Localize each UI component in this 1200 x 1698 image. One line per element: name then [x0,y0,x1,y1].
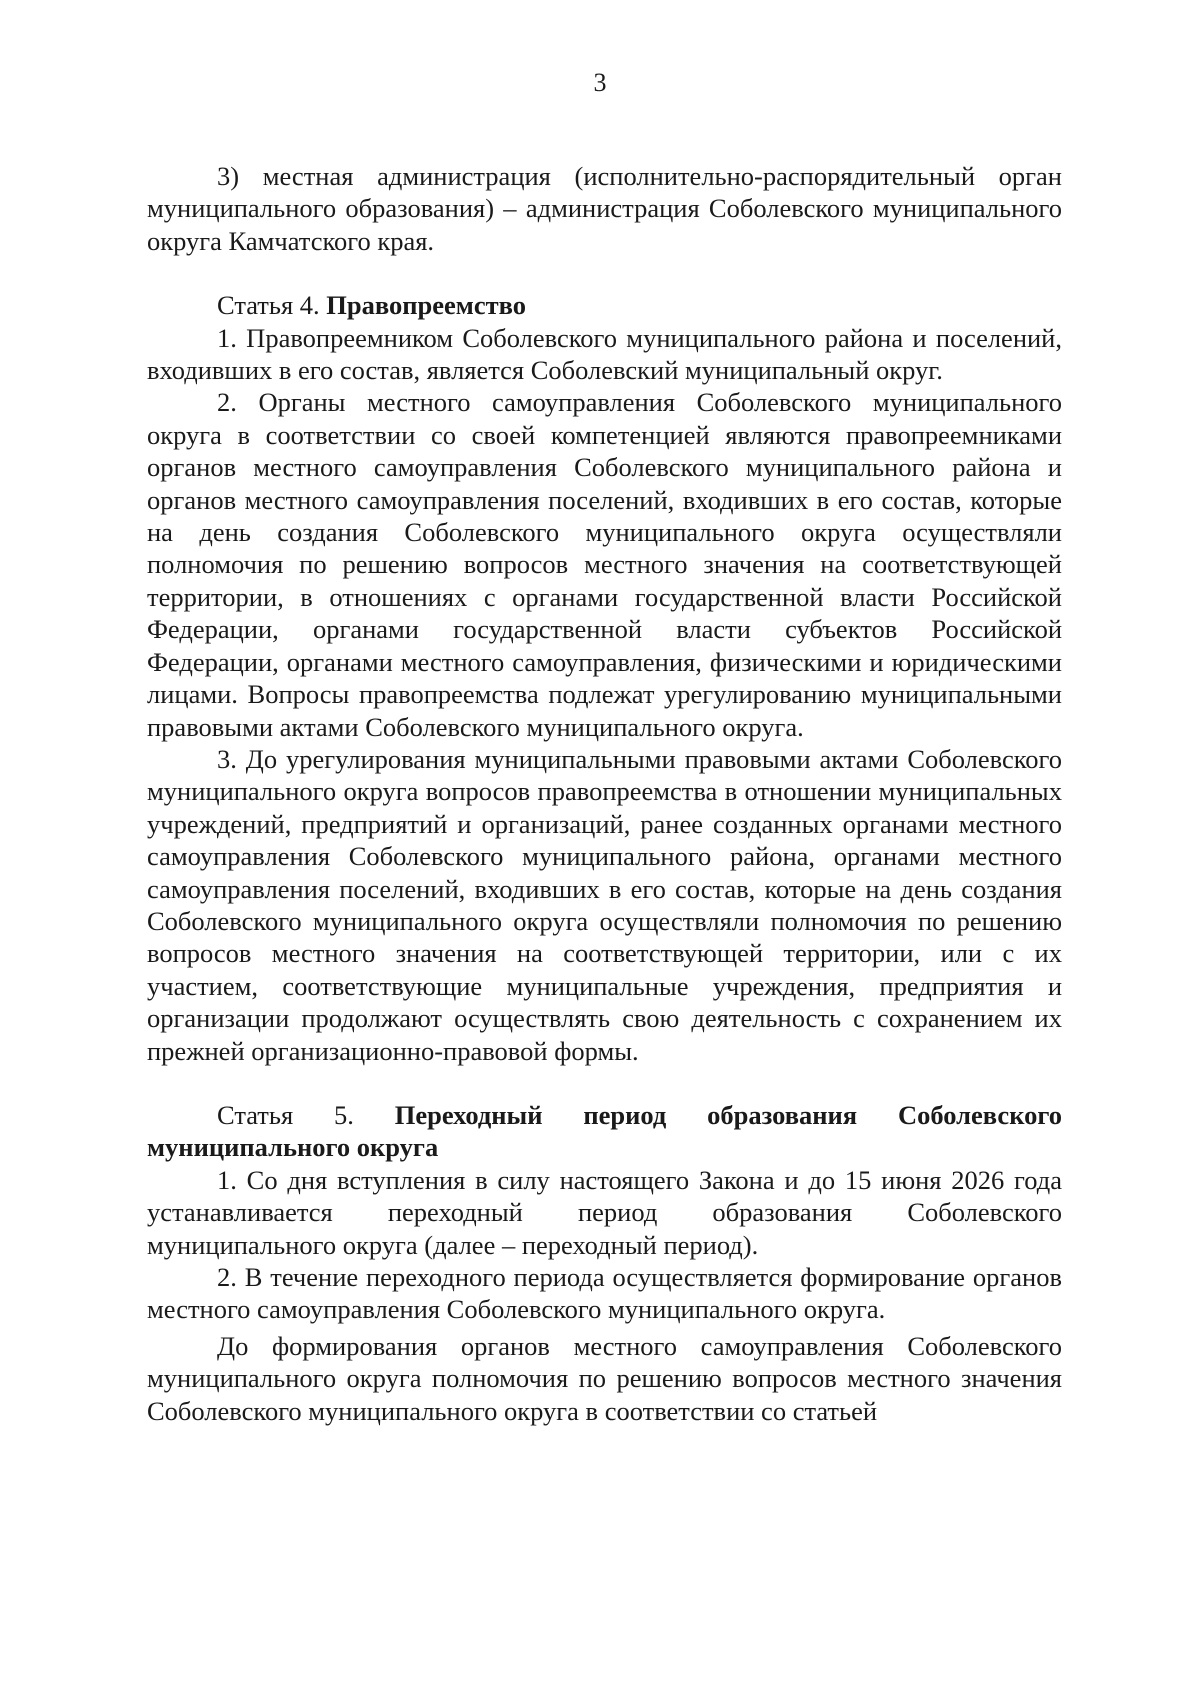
article-5-title: Переходный период образования Соболевского муниципального округа [147,1099,1062,1163]
page-number: 3 [593,68,607,97]
article-4-title: Правопреемство [326,290,527,321]
article-4-heading [147,289,1062,321]
article-5-paragraph-3: До формирования органов местного самоуправления Соболевского муниципального округа полномочия по решению вопросов местного значения Соболевского муниципального округа в соответствии со статьей [147,1330,1062,1426]
document-body [147,160,1062,1427]
article-4-paragraph-2: 2. Органы местного самоуправления Соболевского муниципального округа в соответствии со своей компетенцией являются правопреемниками органов местного самоуправления Соболевского муниципального района и органов местного самоуправления поселений, входивших в его состав, которые на день создания Соболевского муниципального округа осуществляли полномочия по решению вопросов местного значения на соответствующей территории, в отношениях с органами государственной власти Российской Федерации, органами государственной власти субъектов Российской Федерации, органами местного самоуправления, физическими и юридическими лицами. Вопросы правопреемства подлежат урегулированию муниципальными правовыми актами Соболевского муниципального округа. [147,387,1062,742]
article-4-paragraph-3: 3. До урегулирования муниципальными правовыми актами Соболевского муниципального округа вопросов правопреемства в отношении муниципальных учреждений, предприятий и организаций, ранее созданных органами местного самоуправления Соболевского муниципального района, органами местного самоуправления поселений, входивших в его состав, которые на день создания Соболевского муниципального округа осуществляли полномочия по решению вопросов местного значения на соответствующей территории, или с их участием, соответствующие муниципальные учреждения, предприятия и организации продолжают осуществлять свою деятельность с сохранением их прежней организационно-правовой формы. [147,743,1062,1066]
article-5-paragraph-2: 2. В течение переходного периода осуществляется формирование органов местного самоуправления Соболевского муниципального округа. [147,1262,1062,1325]
article-4-number: Статья 4. [217,290,327,321]
paragraph-local-administration: 3) местная администрация (исполнительно-распорядительный орган муниципального образования) – администрация Соболевского муниципального округа Камчатского края. [147,161,1062,256]
article-5-heading [147,1099,1062,1164]
article-5-paragraph-1: 1. Со дня вступления в силу настоящего Закона и до 15 июня 2026 года устанавливается переходный период образования Соболевского муниципального округа (далее – переходный период). [147,1164,1062,1260]
article-4-paragraph-1: 1. Правопреемником Соболевского муниципального района и поселений, входивших в его состав, является Соболевский муниципальный округ. [147,322,1062,386]
article-5-number: Статья 5. [217,1099,395,1130]
